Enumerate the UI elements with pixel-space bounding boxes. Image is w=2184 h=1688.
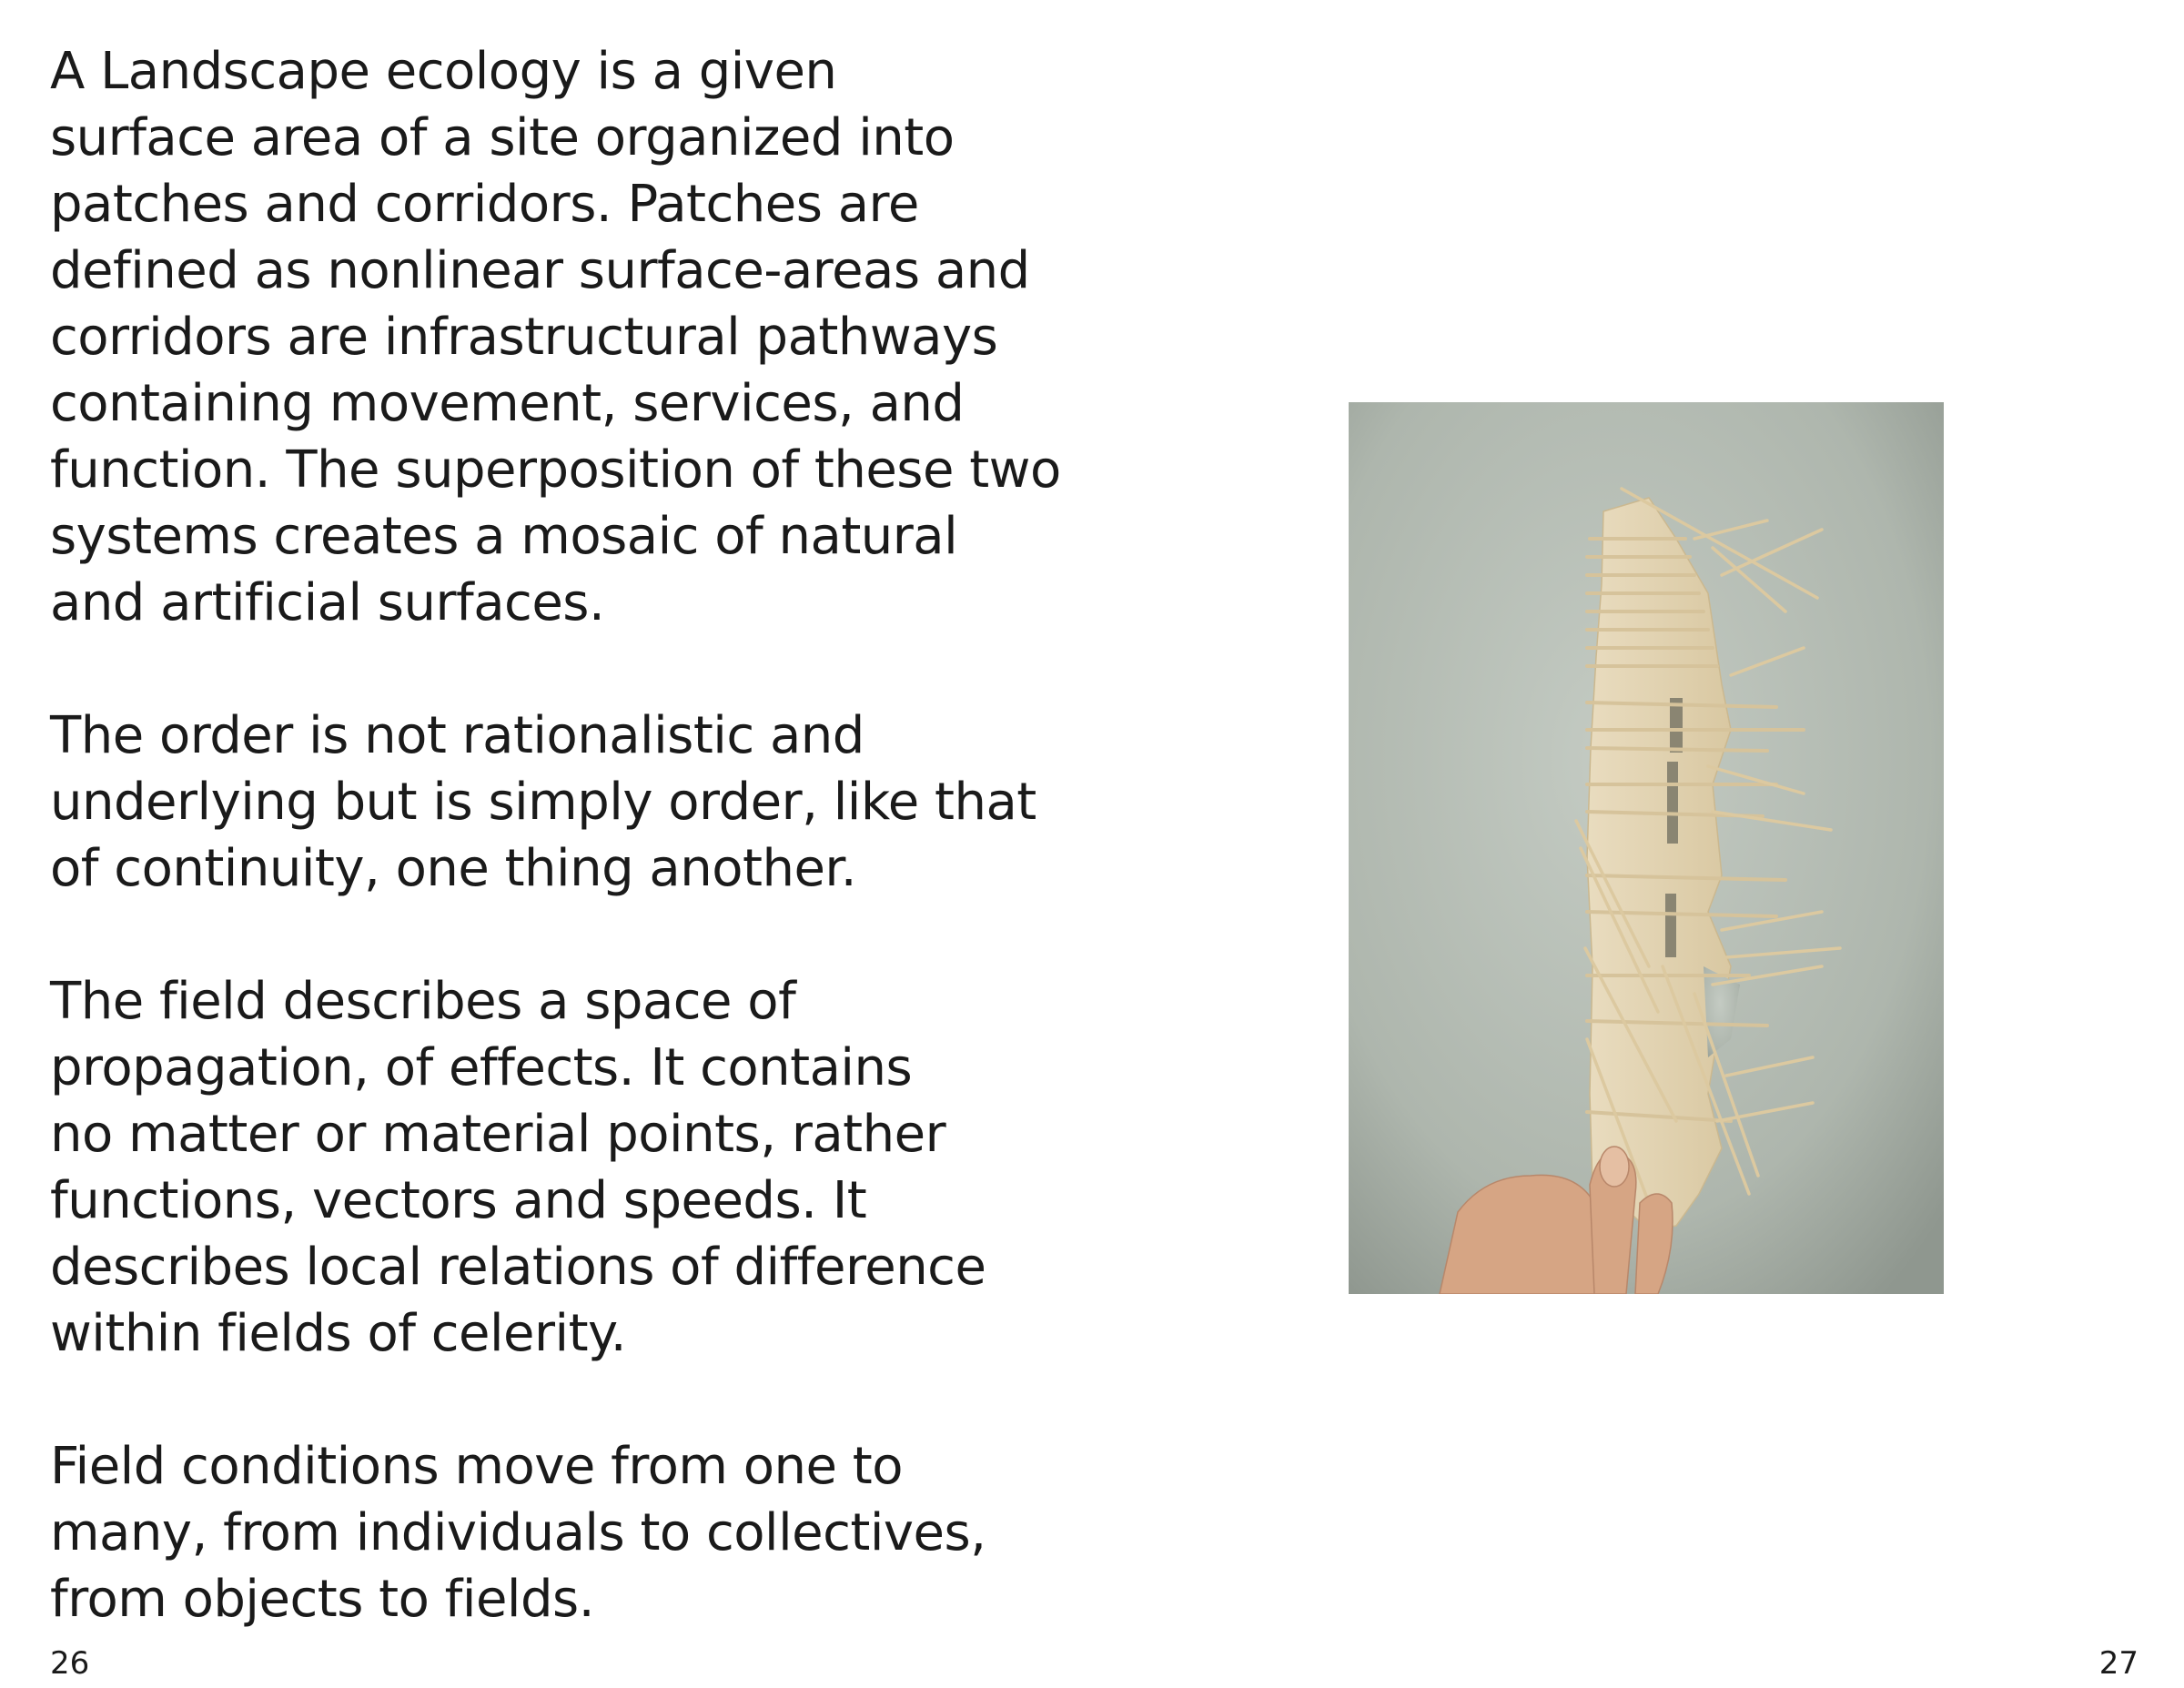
page-number-left: 26 [50,1645,90,1682]
body-text [50,38,1078,1632]
paragraph-order: The order is not rationalistic and underlying but is simply order, like that of continuity, one thing another. [50,706,1036,898]
model-slot [1665,894,1676,957]
paragraph-field-conditions: Field conditions move from one to many, from individuals to collectives, from objects to fields. [50,1437,986,1629]
right-page [1092,0,2184,1688]
model-slot [1667,762,1678,844]
model-photograph [1349,402,1944,1294]
paragraph-landscape-ecology: A Landscape ecology is a given surface area of a site organized into patches and corridors. Patches are defined as nonlinear surface-areas and corridors are infrastructural pathways containing movement, services, and function. The superposition of these two systems creates a mosaic of natural and artificial surfaces. [50,42,1061,632]
model-photo-illustration [1349,402,1944,1294]
page-number-right: 27 [2098,1645,2138,1682]
paragraph-field: The field describes a space of propagation, of effects. It contains no matter or material points, rather functions, vectors and speeds. It describes local relations of difference within fields of celerity. [50,972,986,1363]
